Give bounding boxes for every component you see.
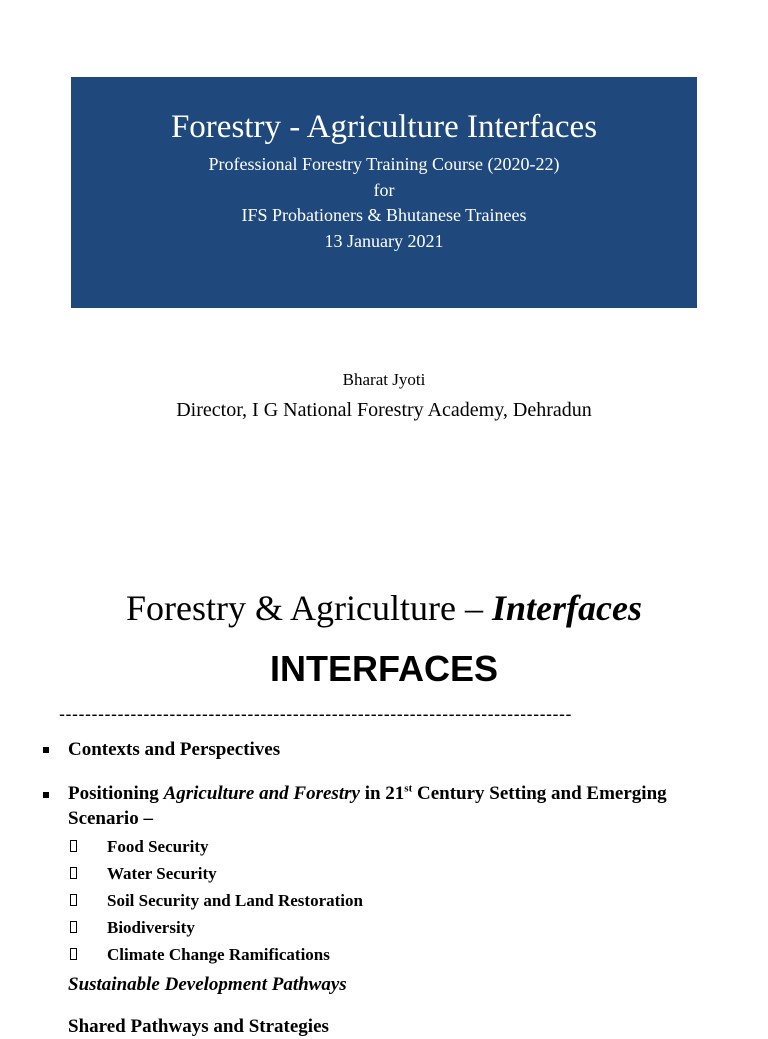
box-bullet-icon (70, 840, 77, 852)
bullet-positioning-a: Positioning (68, 783, 164, 804)
bullet-positioning-c: Century Setting and Emerging Scenario – (68, 783, 667, 829)
box-bullet-icon (70, 948, 77, 960)
square-bullet-icon (43, 747, 49, 753)
slide-title-prefix: Forestry & Agriculture – (126, 588, 492, 628)
course-name: Professional Forestry Training Course (2020-22) (208, 154, 560, 174)
date: 13 January 2021 (324, 231, 444, 251)
bullet-positioning (68, 781, 708, 831)
shared-pathways: Shared Pathways and Strategies (68, 1016, 329, 1037)
sustainable-pathways: Sustainable Development Pathways (68, 974, 347, 995)
section-heading: INTERFACES (269, 648, 499, 689)
square-bullet-icon (43, 792, 49, 798)
sub-item-climate: Climate Change Ramifications (107, 945, 330, 964)
bullet-positioning-b: in 21 (359, 783, 405, 804)
author-affiliation: Director, I G National Forestry Academy, Dehradun (176, 399, 592, 421)
sub-item-soil: Soil Security and Land Restoration (107, 891, 363, 910)
sub-item-water: Water Security (107, 864, 217, 883)
slide-title-italic: Interfaces (491, 588, 642, 628)
ordinal-sup: st (404, 782, 413, 795)
banner-title: Forestry - Agriculture Interfaces (170, 109, 598, 145)
for-text: for (373, 180, 395, 200)
box-bullet-icon (70, 867, 77, 879)
sub-item-biodiversity: Biodiversity (107, 918, 195, 937)
bullet-positioning-italic: Agriculture and Forestry (163, 783, 360, 804)
box-bullet-icon (70, 894, 77, 906)
sub-item-food: Food Security (107, 837, 209, 856)
audience: IFS Probationers & Bhutanese Trainees (241, 205, 527, 225)
dashed-divider: ------------------------------------------------------------------------------- (59, 704, 573, 724)
title-banner (71, 77, 697, 308)
box-bullet-icon (70, 921, 77, 933)
bullet-contexts: Contexts and Perspectives (68, 739, 281, 760)
author-name: Bharat Jyoti (342, 370, 426, 389)
slide-title (0, 586, 768, 630)
